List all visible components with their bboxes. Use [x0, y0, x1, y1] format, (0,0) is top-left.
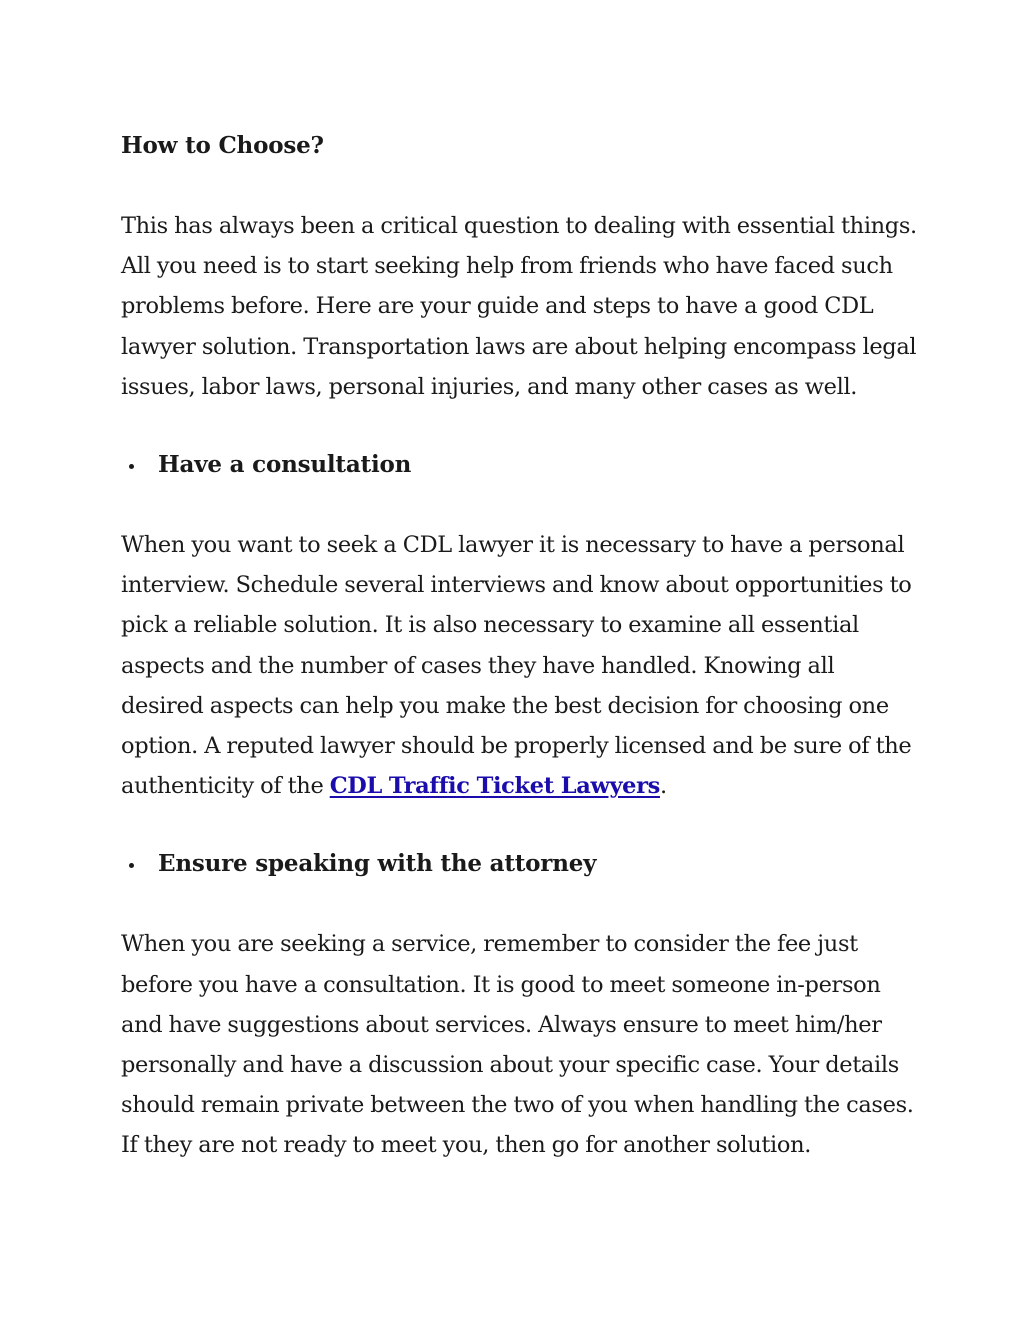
document-page [121, 126, 921, 1166]
attorney-paragraph: When you are seeking a service, remember to consider the fee just before you have a consultation. It is good to meet someone in-person and have suggestions about services. Always ensure to meet him/her personally and have a discussion about your specific case. Your details should remain private between the two of you when handling the cases. If they are not ready to meet you, then go for another solution. [121, 931, 914, 1159]
bullet-item-consultation [121, 445, 921, 485]
intro-paragraph: This has always been a critical question to dealing with essential things. All you need is to start seeking help from friends who have faced such problems before. Here are your guide and steps to have a good CDL lawyer solution. Transportation laws are about helping encompass legal issues, labor laws, personal injuries, and many other cases as well. [121, 213, 917, 400]
cdl-traffic-ticket-lawyers-link[interactable]: CDL Traffic Ticket Lawyers [329, 773, 660, 800]
bullet-list-consultation [121, 445, 921, 485]
bullet-dot-icon [129, 464, 134, 469]
consultation-text-end: . [659, 773, 667, 800]
bullet-dot-icon [129, 863, 134, 868]
bullet-item-attorney [121, 844, 921, 884]
page-heading: How to Choose? [121, 132, 324, 159]
bullet-label: Have a consultation [158, 451, 412, 479]
bullet-list-attorney [121, 844, 921, 884]
bullet-label: Ensure speaking with the attorney [158, 850, 597, 878]
consultation-text: When you want to seek a CDL lawyer it is necessary to have a personal interview. Schedule several interviews and know about opportunities to pick a reliable solution. It is also necessary to examine all essential aspects and the number of cases they have handled. Knowing all desired aspects can help you make the best decision for choosing one option. A reputed lawyer should be properly licensed and be sure of the authenticity of the [121, 532, 912, 800]
consultation-paragraph [121, 525, 921, 806]
